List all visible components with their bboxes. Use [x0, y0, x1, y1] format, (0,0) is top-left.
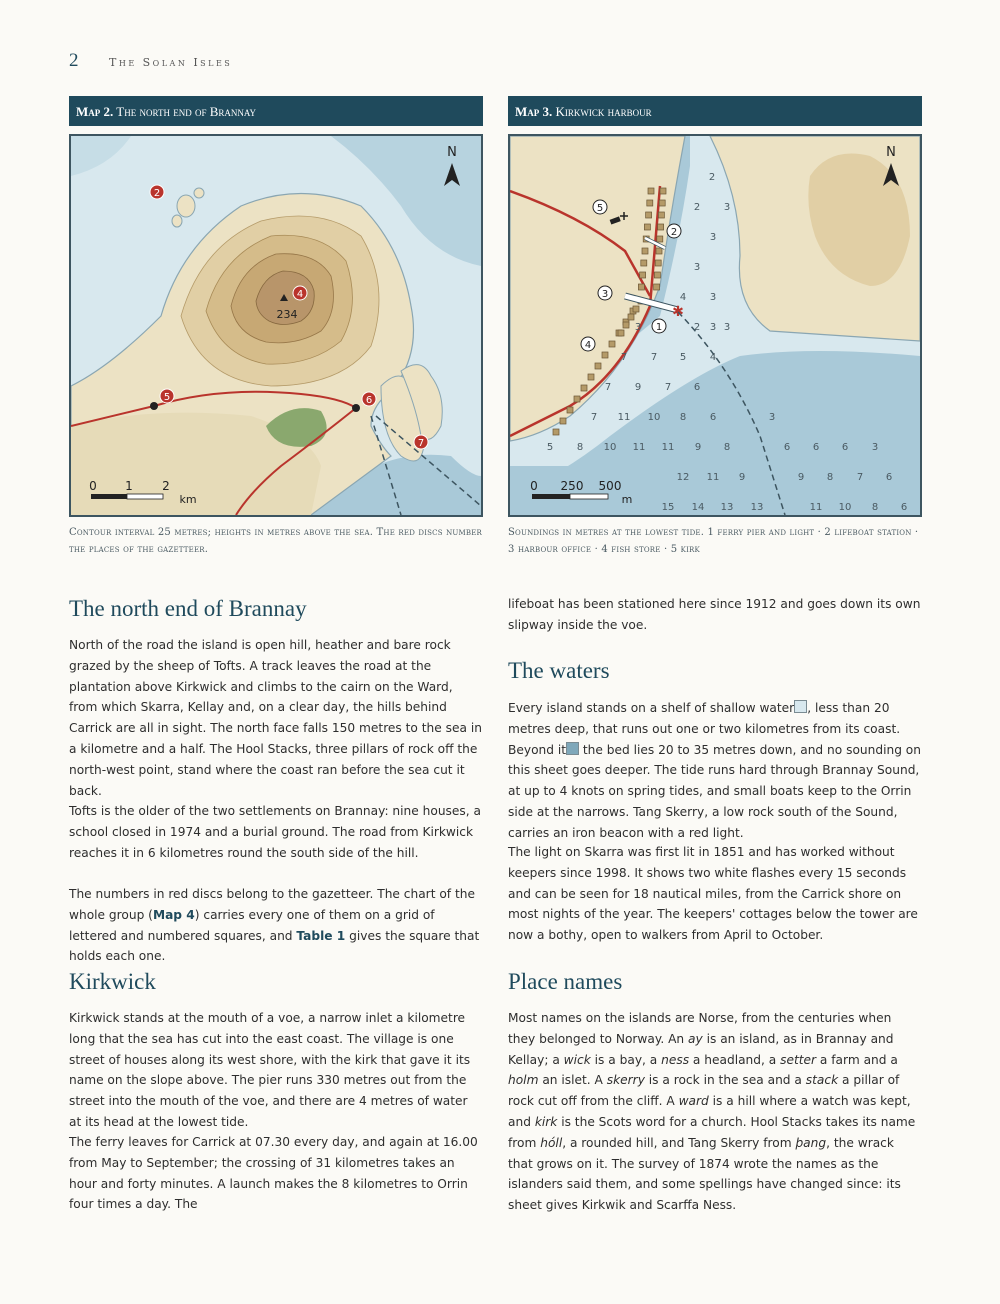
map3-sounding: 7: [650, 352, 658, 363]
running-header: [69, 50, 232, 72]
map3-sounding: 6: [885, 472, 893, 483]
map3-sounding: 3: [709, 322, 717, 333]
map3-title: Kirkwick harbour: [555, 104, 652, 119]
svg-text:2: 2: [153, 188, 161, 199]
map2-title: The north end of Brannay: [116, 104, 257, 119]
map3-frame[interactable]: [508, 134, 922, 517]
place-names-text: , the wrack that grows on it. The survey of 1874 wrote the names as the islanders said them, and some spellings have changed since: its sheet gives Kirkwik and Scarffa Ness.: [508, 1135, 901, 1213]
map3-sounding: 5: [679, 352, 687, 363]
map3-house: [640, 272, 646, 278]
svg-text:4: 4: [584, 340, 592, 351]
map3-sounding: 2: [693, 322, 701, 333]
map3-sounding: 11: [632, 442, 646, 453]
map3-sounding: 15: [661, 502, 675, 513]
map3-marker-5[interactable]: [593, 200, 607, 214]
map3-sounding: 5: [546, 442, 554, 453]
map3-house: [588, 374, 594, 380]
map3-house: [654, 272, 660, 278]
map3-house: [567, 407, 573, 413]
map3-sounding: 10: [603, 442, 617, 453]
table1-link[interactable]: Table 1: [296, 928, 346, 943]
map3-sounding: 8: [723, 442, 731, 453]
map3-house: [657, 236, 663, 242]
map2-stack: [172, 215, 182, 227]
map3-sounding: 3: [723, 322, 731, 333]
map3-sounding: 9: [694, 442, 702, 453]
waters-p1-text: Every island stands on a shelf of shallow water: [508, 701, 795, 715]
place-names-text: is an island, as in Brannay and Kellay; a: [508, 1031, 894, 1067]
map2-settlement-dot: [150, 402, 158, 410]
map3-caption: Soundings in metres at the lowest tide. 1 ferry pier and light · 2 lifeboat station · 3 harbour office · 4 fish store · 5 kirk: [508, 527, 919, 555]
place-name-term: wick: [563, 1052, 591, 1067]
map3-sounding: 7: [604, 382, 612, 393]
map3-sounding: 6: [783, 442, 791, 453]
svg-text:7: 7: [417, 438, 425, 449]
map3-marker-2[interactable]: [667, 224, 681, 238]
north-end-p3-text: gives the square that holds each one.: [69, 928, 480, 964]
map3-sounding: 9: [738, 472, 746, 483]
heading-north-end: The north end of Brannay: [69, 596, 307, 621]
map3-sounding: 11: [706, 472, 720, 483]
north-end-p3-text: ) carries every one of them on a grid of lettered and numbered squares, and: [69, 907, 435, 943]
map3-svg: [510, 136, 920, 515]
svg-text:500: 500: [598, 479, 622, 493]
map3-house: [641, 260, 647, 266]
place-names-text: is a rock in the sea and a: [644, 1073, 806, 1088]
svg-text:0: 0: [89, 479, 97, 493]
map3-sounding: 9: [797, 472, 805, 483]
svg-text:2: 2: [670, 227, 678, 238]
map3-sounding: 7: [620, 352, 628, 363]
map3-label: Map 3.: [515, 104, 553, 119]
map2-marker-5[interactable]: [160, 389, 174, 403]
svg-text:3: 3: [601, 289, 609, 300]
map3-sounding: 11: [617, 412, 631, 423]
map3-house: [595, 363, 601, 369]
map3-house: [644, 224, 650, 230]
place-names-text: a headland, a: [689, 1052, 781, 1067]
svg-text:2: 2: [162, 479, 170, 493]
map3-house: [602, 352, 608, 358]
north-end-p1: North of the road the island is open hill, heather and bare rock grazed by the sheep of Tofts. A track leaves the road at the plantation above Kirkwick and climbs to the cairn on the Ward, from which Skarra, Kellay and, on a clear day, the hills behind Carrick are all in sight. The north face falls 150 metres to the sea in a kilometre and a half. The Hool Stacks, three pillars of rock off the north-west point, stand where the coast ran before the sea cut it back.: [69, 638, 482, 798]
map3-sounding: 3: [723, 202, 731, 213]
map3-house: [574, 396, 580, 402]
place-names-text: a farm and a: [816, 1052, 898, 1067]
map3-house: [623, 322, 629, 328]
map2-frame[interactable]: [69, 134, 483, 517]
map3-house: [655, 260, 661, 266]
svg-text:N: N: [447, 145, 457, 160]
map2-settlement-dot: [352, 404, 360, 412]
map3-marker-3[interactable]: [598, 286, 612, 300]
map3-sounding: 8: [871, 502, 879, 513]
north-end-p2: Tofts is the older of the two settlements on Brannay: nine houses, a school closed in 1974 and a burial ground. The road from Kirkwick reaches it in 6 kilometres round the south side of the hill.: [69, 804, 481, 860]
map3-house: [660, 188, 666, 194]
place-names-text: is the Scots word for a church. Hool Stacks takes its name from: [508, 1114, 916, 1150]
place-names-text: an islet. A: [538, 1073, 607, 1088]
svg-text:5: 5: [163, 392, 171, 403]
map3-sounding: 8: [576, 442, 584, 453]
place-name-term: holm: [508, 1073, 539, 1088]
map3-title-bar: [508, 96, 922, 126]
map3-house: [647, 200, 653, 206]
waters-p1-text: , less than 20 metres deep, that runs out one or two kilometres from its coast. Beyond it: [508, 701, 901, 757]
map3-sounding: 3: [693, 262, 701, 273]
svg-text:6: 6: [365, 395, 373, 406]
svg-text:4: 4: [296, 289, 304, 300]
map3-sounding: 3: [768, 412, 776, 423]
map3-sounding: 14: [691, 502, 705, 513]
map3-sounding: 7: [664, 382, 672, 393]
map3-marker-1[interactable]: [652, 319, 666, 333]
map3-house: [618, 330, 624, 336]
place-name-term: skerry: [606, 1073, 645, 1088]
svg-text:1: 1: [125, 479, 133, 493]
map3-house: [659, 200, 665, 206]
svg-text:m: m: [621, 493, 633, 506]
deep-water-swatch: [566, 742, 579, 755]
map3-sounding: 13: [750, 502, 764, 513]
map3-sounding: 11: [809, 502, 823, 513]
place-names-p1: [508, 1008, 922, 1216]
north-end-p3: [69, 884, 483, 967]
map3-sounding: 7: [590, 412, 598, 423]
map3-sounding: 9: [634, 382, 642, 393]
map2-caption: Contour interval 25 metres; heights in metres above the sea. The red discs number the places of the gazetteer.: [69, 527, 483, 555]
map2-marker-7[interactable]: [414, 435, 428, 449]
svg-text:250: 250: [560, 479, 584, 493]
svg-text:1: 1: [655, 322, 663, 333]
place-name-term: ness: [661, 1052, 690, 1067]
shallow-water-swatch: [794, 700, 807, 713]
map3-house: [658, 224, 664, 230]
svg-text:km: km: [179, 493, 197, 506]
map3-sounding: 6: [841, 442, 849, 453]
kirkwick-p2-cont: lifeboat has been stationed here since 1912 and goes down its own slipway inside the voe.: [508, 597, 921, 632]
map3-house: [642, 248, 648, 254]
heading-place-names: Place names: [508, 969, 623, 994]
map2-summit-height: 234: [276, 308, 298, 321]
kirkwick-p1: Kirkwick stands at the mouth of a voe, a narrow inlet a kilometre long that the sea has cut into the east coast. The village is one street of houses along its west shore, with the kirk that gave it its name on the slope above. The pier runs 330 metres out from the street into the mouth of the voe, and there are 4 metres of water at its head at the lowest tide.: [69, 1011, 471, 1129]
map3-sounding: 8: [826, 472, 834, 483]
place-name-term: þang: [795, 1135, 827, 1150]
place-name-term: ay: [688, 1031, 703, 1046]
map3-sounding: 3: [709, 292, 717, 303]
map2-title-bar: [69, 96, 483, 126]
map2-svg: [71, 136, 481, 515]
place-name-term: hóll: [540, 1135, 563, 1150]
map4-link[interactable]: Map 4: [152, 907, 195, 922]
heading-waters: The waters: [508, 658, 610, 683]
map2-stack: [177, 195, 195, 217]
map2-label: Map 2.: [76, 104, 114, 119]
map3-house: [638, 284, 644, 290]
waters-p2: The light on Skarra was first lit in 1851 and has worked without keepers since 1998. It shows two white flashes every 15 seconds and can be seen for 18 nautical miles, from the Carrick shore on most nights of the year. The keepers' cottages below the tower are now a bothy, open to walkers from April to October.: [508, 845, 918, 943]
map3-house: [628, 314, 634, 320]
map3-sounding: 6: [900, 502, 908, 513]
map3-sounding: 7: [856, 472, 864, 483]
map3-house: [646, 212, 652, 218]
running-title: The Solan Isles: [109, 56, 233, 69]
map3-house: [633, 306, 639, 312]
map3-sounding: 3: [709, 232, 717, 243]
page-number: 2: [69, 50, 79, 71]
map3-sounding: 2: [708, 172, 716, 183]
map3-sounding: 10: [838, 502, 852, 513]
map3-house: [609, 341, 615, 347]
place-name-term: kirk: [534, 1114, 558, 1129]
map3-house: [560, 418, 566, 424]
map3-house: [648, 188, 654, 194]
svg-text:0: 0: [530, 479, 538, 493]
map3-house: [581, 385, 587, 391]
map3-sounding: 13: [720, 502, 734, 513]
waters-p1: [508, 698, 922, 844]
place-name-term: ward: [678, 1094, 709, 1109]
map3-sounding: 4: [709, 352, 717, 363]
map3-house: [654, 284, 660, 290]
map3-sounding: 8: [679, 412, 687, 423]
waters-p1-text: the bed lies 20 to 35 metres down, and no sounding on this sheet goes deeper. The tide runs hard through Brannay Sound, at up to 4 knots on spring tides, and small boats keep to the Orrin side at the narrows. Tang Skerry, a low rock south of the Sound, carries an iron beacon with a red light.: [508, 742, 921, 840]
map3-pier-light: ✱: [672, 304, 684, 320]
map3-house: [656, 248, 662, 254]
map3-sounding: 3: [634, 322, 642, 333]
map3-marker-4[interactable]: [581, 337, 595, 351]
map3-sounding: 3: [871, 442, 879, 453]
map2-stack: [194, 188, 204, 198]
kirkwick-p2: The ferry leaves for Carrick at 07.30 every day, and again at 16.00 from May to September; the crossing of 31 kilometres takes an hour and forty minutes. A launch makes the 8 kilometres to Orrin four times a day. The: [69, 1135, 478, 1212]
map3-sounding: 12: [676, 472, 690, 483]
place-name-term: stack: [805, 1073, 839, 1088]
svg-text:5: 5: [596, 203, 604, 214]
map2-marker-2[interactable]: [150, 185, 164, 199]
map3-sounding: 10: [647, 412, 661, 423]
north-end-p3-text: The numbers in red discs belong to the gazetteer. The chart of the whole group (: [69, 887, 475, 922]
place-names-text: a pillar of rock cut off from the cliff. A: [508, 1073, 900, 1109]
place-name-term: setter: [780, 1052, 817, 1067]
heading-kirkwick: Kirkwick: [69, 969, 156, 994]
map3-sounding: 6: [693, 382, 701, 393]
map3-house: [658, 212, 664, 218]
map3-house: [553, 429, 559, 435]
map2-marker-4[interactable]: [293, 286, 307, 300]
map3-sounding: 2: [693, 202, 701, 213]
map3-sounding: 6: [709, 412, 717, 423]
svg-text:N: N: [886, 145, 896, 160]
map3-sounding: 4: [679, 292, 687, 303]
map3-sounding: 6: [812, 442, 820, 453]
map3-sounding: 11: [661, 442, 675, 453]
map2-marker-6[interactable]: [362, 392, 376, 406]
place-names-text: Most names on the islands are Norse, from the centuries when they belonged to Norway. An: [508, 1011, 892, 1046]
place-names-text: , a rounded hill, and Tang Skerry from: [562, 1135, 796, 1150]
place-names-text: is a bay, a: [590, 1052, 662, 1067]
place-names-text: is a hill where a watch was kept, and: [508, 1094, 911, 1129]
